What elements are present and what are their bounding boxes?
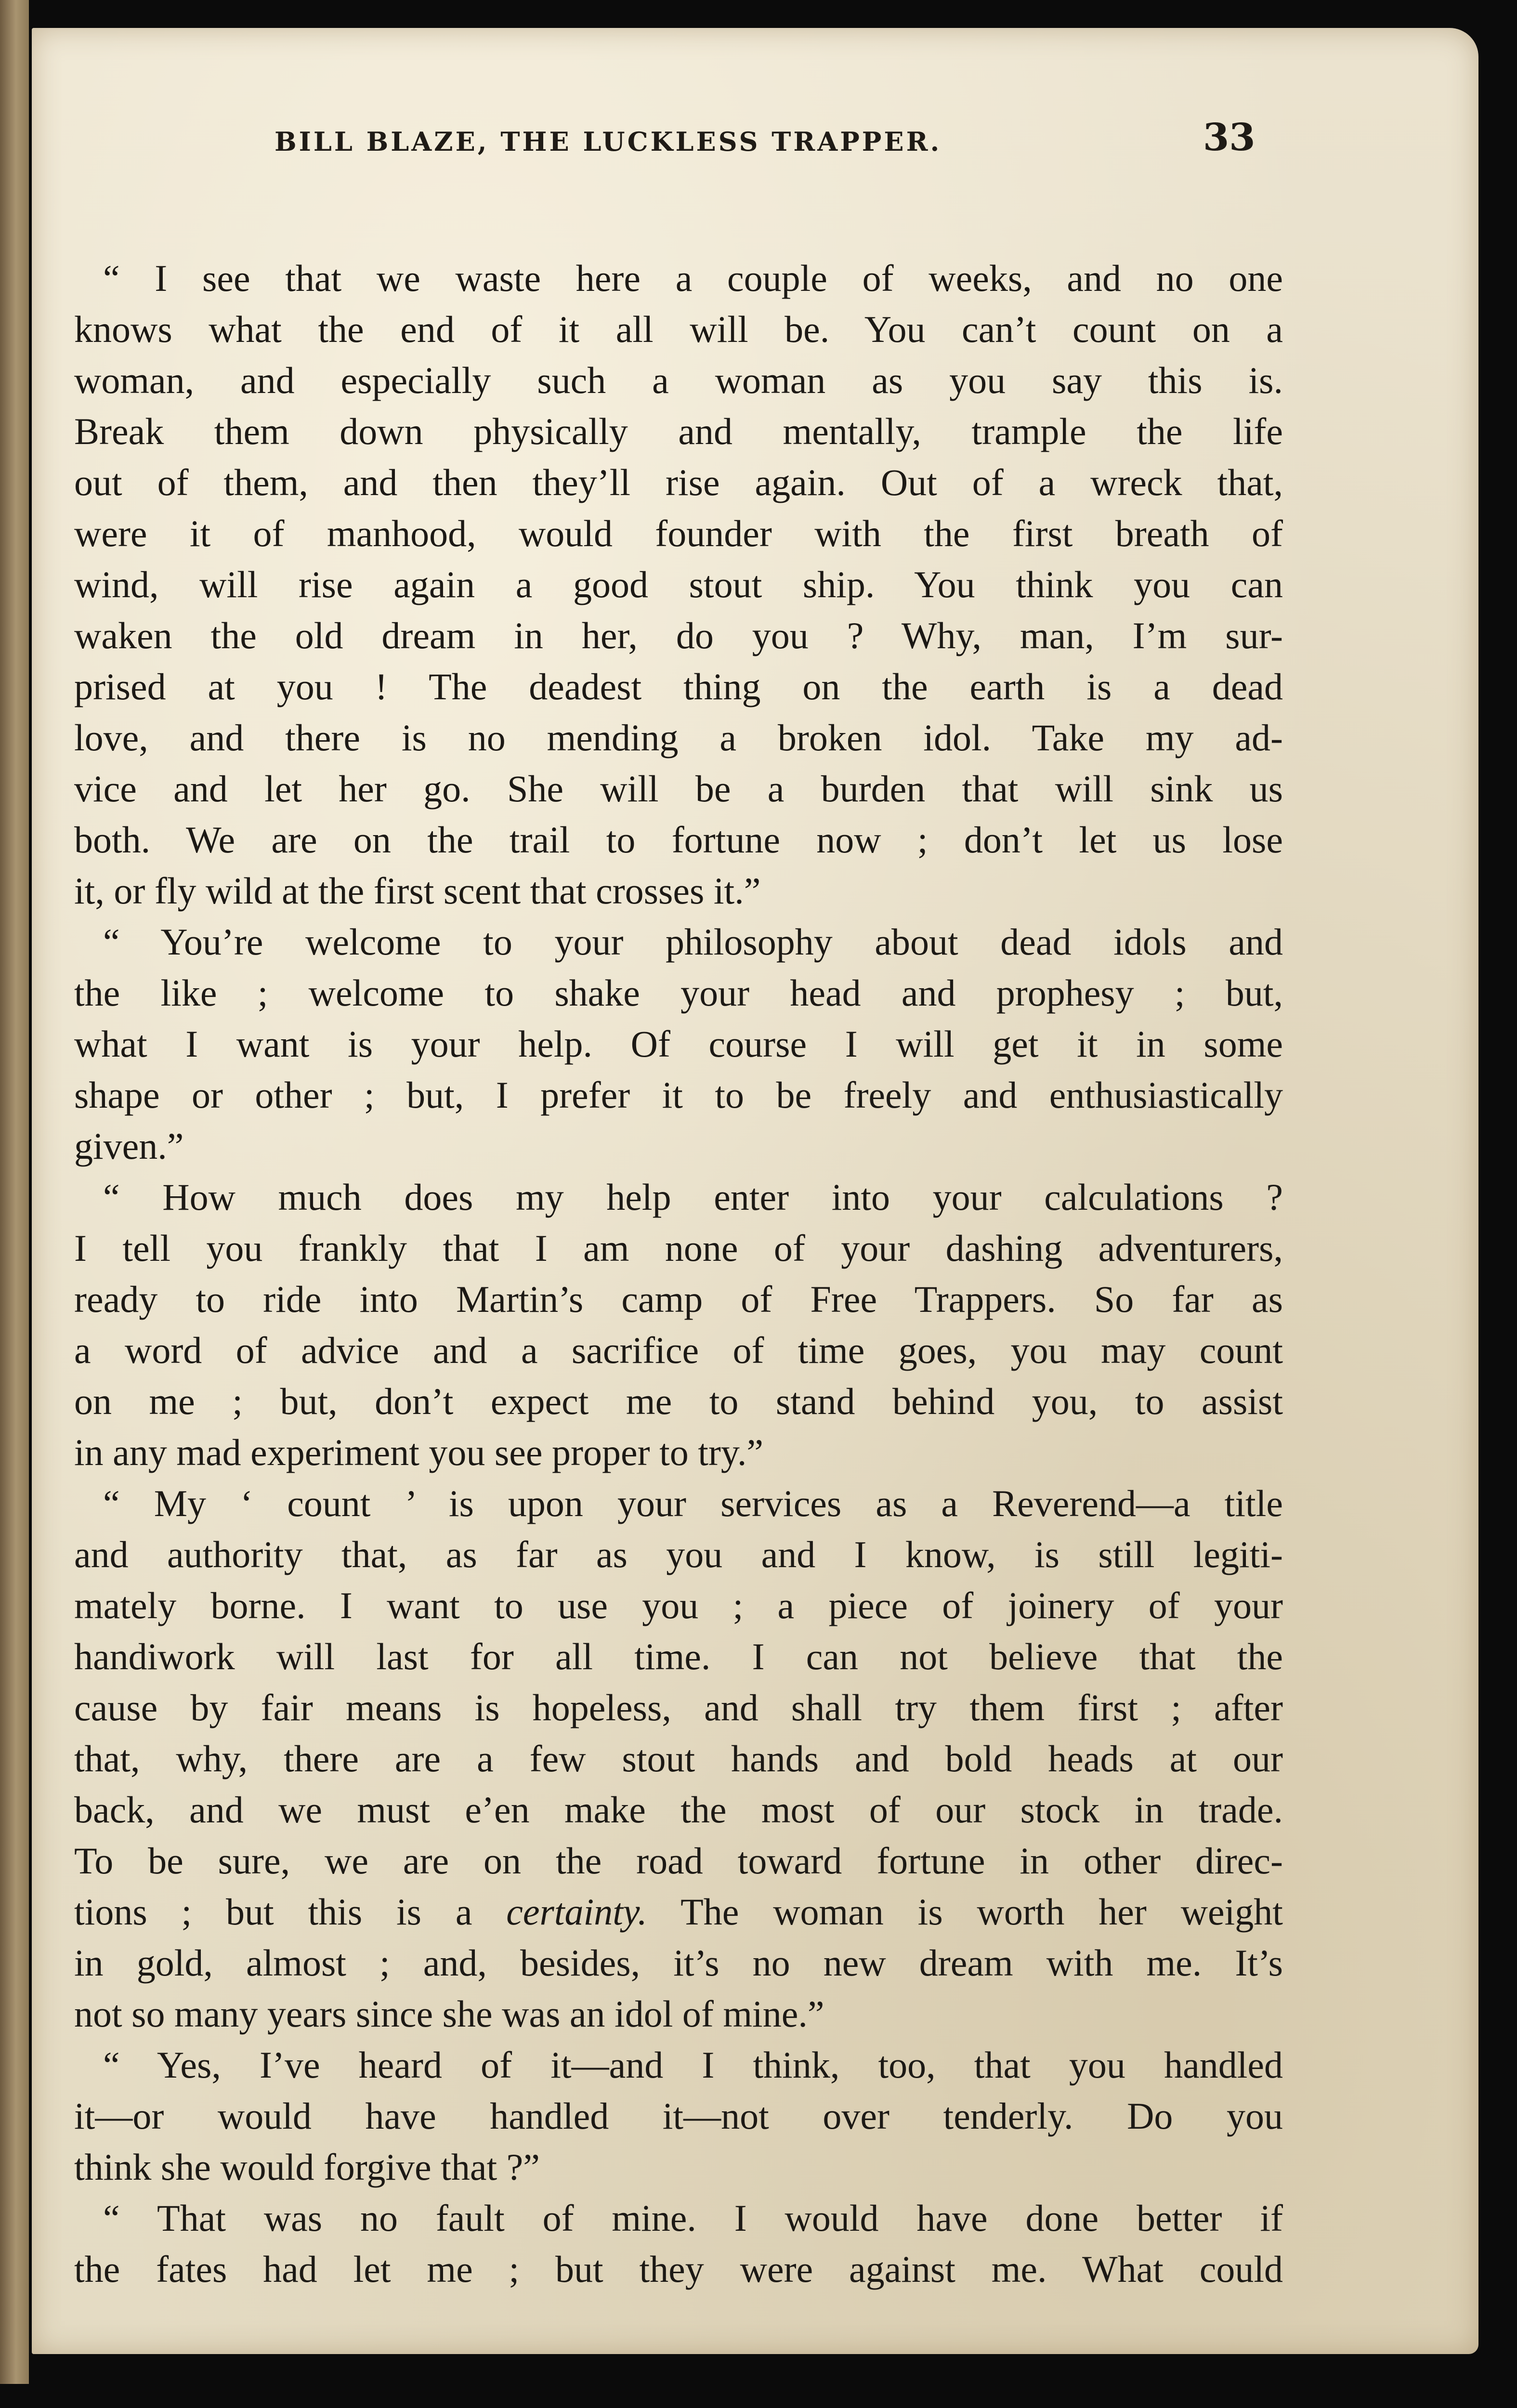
text-line: not so many years since she was an idol of mine.” [74, 1993, 824, 2035]
text-line: love, and there is no mending a broken idol. Take my ad- [74, 717, 1283, 759]
text-line: “ How much does my help enter into your calculations ? [103, 1176, 1283, 1218]
text-line: that, why, there are a few stout hands and bold heads at our [74, 1738, 1283, 1780]
text-line: prised at you ! The deadest thing on the earth is a dead [74, 666, 1283, 707]
text-line: “ You’re welcome to your philosophy about dead idols and [103, 921, 1283, 963]
text-line: both. We are on the trail to fortune now ; don’t let us lose [74, 819, 1283, 861]
text-line: mately borne. I want to use you ; a piece of joinery of your [74, 1584, 1283, 1626]
text-line: a word of advice and a sacrifice of time goes, you may count [74, 1329, 1283, 1371]
text-line: were it of manhood, would founder with the first breath of [74, 512, 1283, 554]
facing-page-edge [0, 0, 29, 2384]
italic-word: certainty. [506, 1891, 647, 1933]
text-segment: tions ; but this is a [74, 1891, 507, 1933]
text-line: “ I see that we waste here a couple of weeks, and no one [103, 257, 1283, 299]
text-line: in any mad experiment you see proper to try.” [74, 1431, 763, 1473]
text-line: it—or would have handled it—not over tenderly. Do you [74, 2095, 1283, 2137]
text-line: on me ; but, don’t expect me to stand behind you, to assist [74, 1380, 1283, 1422]
text-line: “ That was no fault of mine. I would have done better if [103, 2197, 1283, 2239]
text-line: ready to ride into Martin’s camp of Free Trappers. So far as [74, 1278, 1283, 1320]
text-line: knows what the end of it all will be. You can’t count on a [74, 308, 1283, 350]
text-line: given.” [74, 1125, 184, 1167]
text-line: and authority that, as far as you and I know, is still legiti- [74, 1533, 1283, 1575]
text-line: Break them down physically and mentally, trample the life [74, 410, 1283, 452]
text-line: handiwork will last for all time. I can not believe that the [74, 1636, 1283, 1677]
text-line: “ My ‘ count ’ is upon your services as a Reverend—a title [103, 1482, 1283, 1524]
text-line: think she would forgive that ?” [74, 2146, 540, 2188]
page-number: 33 [1203, 116, 1255, 159]
text-line: I tell you frankly that I am none of your dashing adventurers, [74, 1227, 1283, 1269]
text-line: wind, will rise again a good stout ship. You think you can [74, 563, 1283, 605]
text-line [74, 1886, 1283, 1937]
text-line: in gold, almost ; and, besides, it’s no new dream with me. It’s [74, 1942, 1283, 1984]
text-line: the like ; welcome to shake your head and prophesy ; but, [74, 972, 1283, 1014]
text-line: cause by fair means is hopeless, and shall try them first ; after [74, 1687, 1283, 1728]
text-line: the fates had let me ; but they were against me. What could [74, 2248, 1283, 2290]
text-segment: The woman is worth her weight [647, 1891, 1283, 1933]
running-head: BILL BLAZE, THE LUCKLESS TRAPPER. [275, 126, 942, 157]
text-line: waken the old dream in her, do you ? Why, man, I’m sur- [74, 615, 1283, 656]
text-line: back, and we must e’en make the most of our stock in trade. [74, 1789, 1283, 1831]
text-line: shape or other ; but, I prefer it to be freely and enthusiastically [74, 1074, 1283, 1116]
text-line: it, or fly wild at the first scent that crosses it.” [74, 870, 761, 912]
text-line: “ Yes, I’ve heard of it—and I think, too, that you handled [103, 2044, 1283, 2086]
text-line: out of them, and then they’ll rise again. Out of a wreck that, [74, 461, 1283, 503]
text-line: what I want is your help. Of course I will get it in some [74, 1023, 1283, 1065]
text-line: woman, and especially such a woman as you say this is. [74, 359, 1283, 401]
text-line: To be sure, we are on the road toward fortune in other direc- [74, 1840, 1283, 1882]
body-text [74, 253, 1283, 2295]
text-line: vice and let her go. She will be a burden that will sink us [74, 768, 1283, 810]
